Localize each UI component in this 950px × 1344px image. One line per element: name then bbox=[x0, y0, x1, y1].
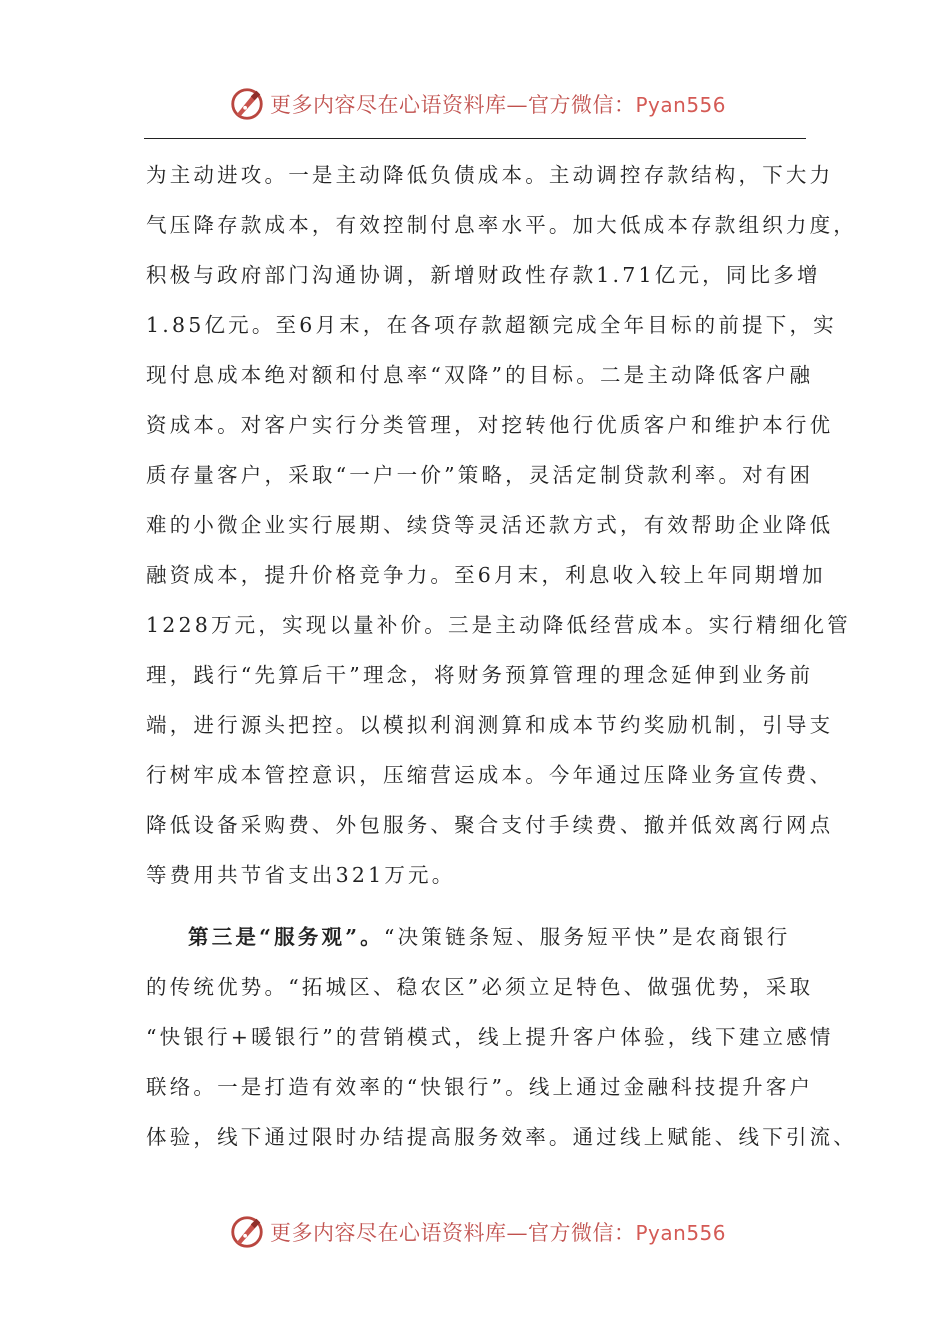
wechat-id: Pyan556 bbox=[635, 93, 727, 117]
text-line: 融资成本，提升价格竞争力。至6月末，利息收入较上年同期增加 bbox=[146, 563, 826, 587]
pen-nib-logo-icon bbox=[228, 85, 266, 123]
text-line: 气压降存款成本，有效控制付息率水平。加大低成本存款组织力度， bbox=[146, 213, 857, 237]
text-line: 降低设备采购费、外包服务、聚合支付手续费、撤并低效离行网点 bbox=[146, 813, 834, 837]
document-body bbox=[146, 150, 857, 1162]
text-line: 1.85亿元。至6月末，在各项存款超额完成全年目标的前提下，实 bbox=[146, 313, 837, 337]
text-line: 理，践行“先算后干”理念，将财务预算管理的理念延伸到业务前 bbox=[146, 663, 814, 687]
text-line: 的传统优势。“拓城区、稳农区”必须立足特色、做强优势，采取 bbox=[146, 975, 814, 999]
text-line: 端，进行源头把控。以模拟利润测算和成本节约奖励机制，引导支 bbox=[146, 713, 834, 737]
text-line: 体验，线下通过限时办结提高服务效率。通过线上赋能、线下引流、 bbox=[146, 1125, 857, 1149]
text-line: 等费用共节省支出321万元。 bbox=[146, 863, 456, 887]
text-line: 联络。一是打造有效率的“快银行”。线上通过金融科技提升客户 bbox=[146, 1075, 814, 1099]
header-divider bbox=[144, 138, 806, 139]
text-line: “快银行+暖银行”的营销模式，线上提升客户体验，线下建立感情 bbox=[146, 1025, 834, 1049]
text-line: 现付息成本绝对额和付息率“双降”的目标。二是主动降低客户融 bbox=[146, 363, 814, 387]
text-line: 为主动进攻。一是主动降低负债成本。主动调控存款结构，下大力 bbox=[146, 163, 834, 187]
paragraph-first-line bbox=[146, 912, 808, 962]
text-line: 行树牢成本管控意识，压缩营运成本。今年通过压降业务宣传费、 bbox=[146, 763, 834, 787]
section-heading: 第三是“服务观”。 bbox=[188, 925, 384, 949]
banner-text: 更多内容尽在心语资料库—官方微信：Pyan556 bbox=[270, 93, 727, 117]
footer-banner bbox=[0, 1212, 950, 1252]
text-line: 1228万元，实现以量补价。三是主动降低经营成本。实行精细化管 bbox=[146, 613, 851, 637]
header-banner bbox=[0, 84, 950, 124]
pen-nib-logo-icon bbox=[228, 1213, 266, 1251]
wechat-id: Pyan556 bbox=[635, 1221, 727, 1245]
banner-text: 更多内容尽在心语资料库—官方微信：Pyan556 bbox=[270, 1221, 727, 1245]
text-line: 积极与政府部门沟通协调，新增财政性存款1.71亿元，同比多增 bbox=[146, 263, 821, 287]
text-line: 资成本。对客户实行分类管理，对挖转他行优质客户和维护本行优 bbox=[146, 413, 834, 437]
text-span: “决策链条短、服务短平快”是农商银行 bbox=[383, 925, 791, 949]
text-line: 难的小微企业实行展期、续贷等灵活还款方式，有效帮助企业降低 bbox=[146, 513, 834, 537]
text-line: 质存量客户，采取“一户一价”策略，灵活定制贷款利率。对有困 bbox=[146, 463, 814, 487]
